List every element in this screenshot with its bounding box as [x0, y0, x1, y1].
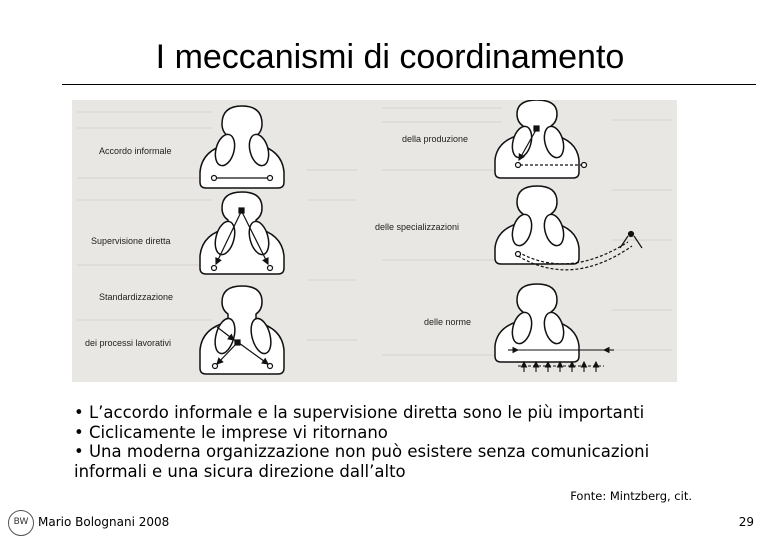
coordination-diagrams	[72, 100, 677, 382]
org-shape-processi	[200, 286, 284, 374]
label-produzione: della produzione	[402, 134, 469, 144]
org-shape-produzione	[495, 100, 579, 178]
label-norme: delle norme	[424, 317, 472, 327]
bullet-item: • L’accordo informale e la supervisione diretta sono le più importanti	[74, 403, 645, 422]
label-supervisione-diretta: Supervisione diretta	[91, 236, 171, 246]
author-logo: BW	[8, 510, 34, 536]
label-accordo-informale: Accordo informale	[99, 146, 172, 156]
slide-title: I meccanismi di coordinamento	[155, 38, 625, 76]
org-shape-specializzazioni	[495, 186, 579, 264]
title-underline	[62, 84, 756, 85]
label-processi-lavorativi: dei processi lavorativi	[85, 338, 172, 348]
footer-author: Mario Bolognani 2008	[38, 515, 170, 529]
coordination-figure	[72, 100, 677, 382]
source-citation: Fonte: Mintzberg, cit.	[570, 489, 692, 503]
bullet-item: • Una moderna organizzazione non può esistere senza comunicazioni informali e una sicura direzione dall’alto	[74, 442, 650, 481]
org-shape-supervisione	[200, 192, 284, 274]
bullet-item: • Ciclicamente le imprese vi ritornano	[74, 422, 388, 442]
label-specializzazioni: delle specializzazioni	[375, 222, 460, 232]
label-standardizzazione: Standardizzazione	[99, 292, 174, 302]
bullet-list	[74, 403, 714, 481]
page-number: 29	[738, 515, 754, 529]
